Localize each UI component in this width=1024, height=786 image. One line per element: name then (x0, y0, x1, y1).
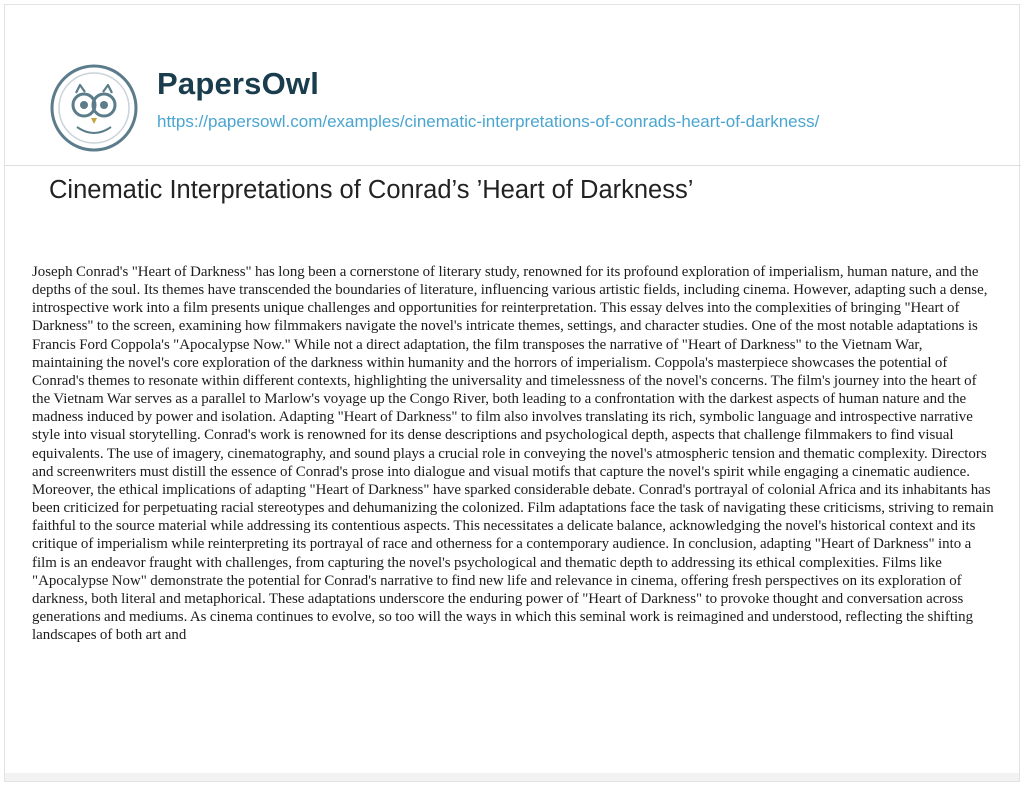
source-url-link[interactable]: https://papersowl.com/examples/cinematic-interpretations-of-conrads-heart-of-darkness/ (157, 112, 820, 131)
page-frame (4, 4, 1020, 782)
owl-logo-icon (49, 63, 139, 153)
brand-name: PapersOwl (157, 66, 320, 101)
site-header (49, 63, 989, 153)
essay-body: Joseph Conrad's "Heart of Darkness" has long been a cornerstone of literary study, renowned for its profound exploration of imperialism, human nature, and the depths of the soul. Its themes have transcended the boundaries of literature, influencing various artistic fields, including cinema. However, adapting such a dense, introspective work into a film presents unique challenges and opportunities for reinterpretation. This essay delves into the complexities of bringing "Heart of Darkness" to the screen, examining how filmmakers navigate the novel's intricate themes, settings, and character studies. One of the most notable adaptations is Francis Ford Coppola's "Apocalypse Now." While not a direct adaptation, the film transposes the narrative of "Heart of Darkness" to the Vietnam War, maintaining the novel's core exploration of the darkness within humanity and the horrors of imperialism. Coppola's masterpiece showcases the potential of Conrad's themes to resonate within different contexts, highlighting the universality and timelessness of the novel's concerns. The film's journey into the heart of the Vietnam War serves as a parallel to Marlow's voyage up the Congo River, both leading to a confrontation with the darkest aspects of human nature and the madness induced by power and isolation. Adapting "Heart of Darkness" to film also involves translating its rich, symbolic language and introspective narrative style into visual storytelling. Conrad's work is renowned for its dense descriptions and psychological depth, aspects that challenge filmmakers to find visual equivalents. The use of imagery, cinematography, and sound plays a crucial role in conveying the novel's atmospheric tension and thematic complexity. Directors and screenwriters must distill the essence of Conrad's prose into dialogue and visual motifs that capture the novel's spirit while engaging a cinematic audience. Moreover, the ethical implications of adapting "Heart of Darkness" have sparked considerable debate. Conrad's portrayal of colonial Africa and its inhabitants has been criticized for perpetuating racial stereotypes and dehumanizing the colonized. Film adaptations face the task of navigating these criticisms, striving to remain faithful to the source material while addressing its contentious aspects. This necessitates a delicate balance, acknowledging the novel's historical context and its critique of imperialism while reinterpreting its portrayal of race and otherness for a contemporary audience. In conclusion, adapting "Heart of Darkness" into a film is an endeavor fraught with challenges, from capturing the novel's psychological and thematic depth to addressing its ethical complexities. Films like "Apocalypse Now" demonstrate the potential for Conrad's narrative to find new life and relevance in cinema, offering fresh perspectives on its exploration of darkness, both literal and metaphorical. These adaptations underscore the enduring power of "Heart of Darkness" to provoke thought and conversation across generations and mediums. As cinema continues to evolve, so too will the ways in which this seminal work is reimagined and understood, reflecting the shifting landscapes of both art and (32, 264, 994, 644)
header-divider (5, 165, 1021, 166)
essay-title: Cinematic Interpretations of Conrad’s ’Heart of Darkness’ (49, 176, 694, 204)
page-footer-bar (5, 773, 1019, 781)
